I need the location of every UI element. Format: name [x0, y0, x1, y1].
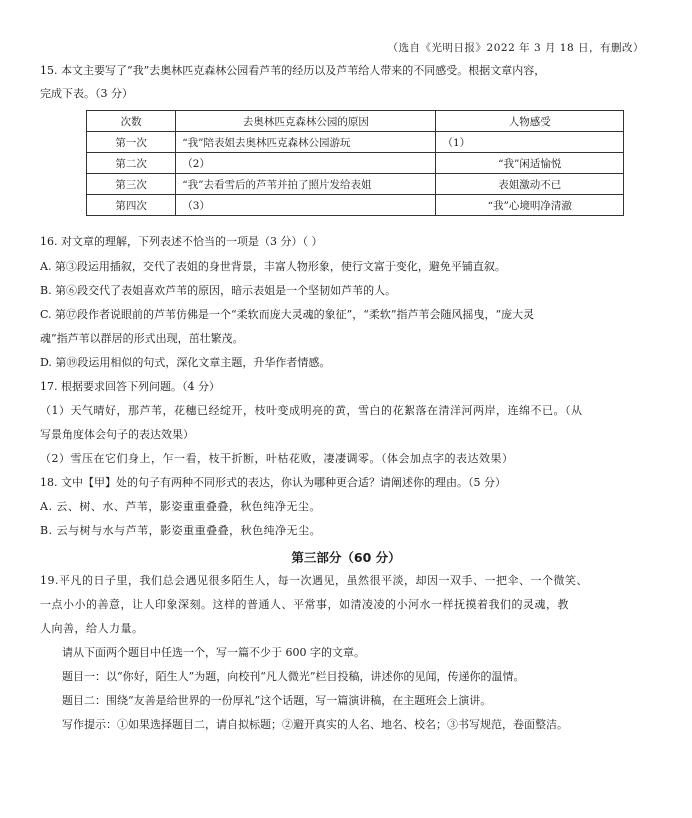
q19-prompt-line3: 人向善，给人力量。	[40, 622, 144, 635]
table-cell: “我”心境明净清澈	[436, 195, 624, 216]
table-header-row	[87, 111, 624, 132]
q19-instruction: 请从下面两个题目中任选一个，写一篇不少于 600 字的文章。	[62, 646, 365, 659]
table-cell: 第二次	[87, 153, 176, 174]
table-header: 去奥林匹克森林公园的原因	[176, 111, 436, 132]
table-row	[87, 132, 624, 153]
q19-prompt-line2: 一点小小的善意，让人印象深刻。这样的普通人、平常事，如清凌凌的小河水一样抚摸着我们的灵魂，教	[40, 598, 569, 611]
q19-prompt-line1: 19.平凡的日子里，我们总会遇见很多陌生人，每一次遇见，虽然很平淡，却因一双手、一把伞、一个微笑、	[40, 574, 588, 587]
table-row	[87, 153, 624, 174]
section-title: 第三部分（60 分）	[291, 550, 401, 565]
q18-stem: 18. 文中【甲】处的句子有两种不同形式的表达，你认为哪种更合适？请阐述你的理由。（5 分）	[40, 476, 506, 489]
q19-writing-tips: 写作提示：①如果选择题目二，请自拟标题；②避开真实的人名、地名、校名；③书写规范，卷面整洁。	[62, 718, 568, 731]
q16-option-a: A. 第③段运用插叙，交代了表姐的身世背景，丰富人物形象，使行文富于变化，避免平铺直叙。	[40, 260, 506, 273]
table-header: 次数	[87, 111, 176, 132]
table-cell: （2）	[176, 153, 436, 174]
q18-option-b: B. 云与树与水与芦苇，影姿重重叠叠，秋色纯净无尘。	[40, 524, 322, 537]
table-row	[87, 174, 624, 195]
q16-option-b: B. 第⑥段交代了表姐喜欢芦苇的原因，暗示表姐是一个坚韧如芦苇的人。	[40, 284, 397, 297]
q15-stem-line2: 完成下表。（3 分）	[40, 87, 133, 100]
q16-option-c-line2: 魂”指芦苇以群居的形式出现，茁壮繁茂。	[40, 332, 244, 345]
table-cell: “我”闲适愉悦	[436, 153, 624, 174]
q17-part2: （2）雪压在它们身上，乍一看，枝干折断，叶枯花败，凄凄调零。（体会加点字的表达效果）	[40, 452, 514, 465]
table-cell: （1）	[436, 132, 624, 153]
table-row	[87, 195, 624, 216]
table-cell: 表姐激动不已	[436, 174, 624, 195]
q19-topic1: 题目一：以“你好，陌生人”为题，向校刊“凡人微光”栏目投稿，讲述你的见闻，传递你的温情。	[62, 670, 525, 683]
q17-stem: 17. 根据要求回答下列问题。（4 分）	[40, 380, 220, 393]
table-cell: 第三次	[87, 174, 176, 195]
source-citation: （选自《光明日报》2022 年 3 月 18 日，有删改）	[387, 42, 644, 54]
q17-part1-line1: （1）天气晴好，那芦苇，花穗已经绽开，枝叶变成明亮的黄，雪白的花絮落在清洋河两岸，连绵不已。（从	[40, 404, 583, 417]
table-cell: “我”去看雪后的芦苇并拍了照片发给表姐	[176, 174, 436, 195]
q18-option-a: A. 云、树、水、芦苇，影姿重重叠叠，秋色纯净无尘。	[40, 500, 321, 513]
q16-stem: 16. 对文章的理解，下列表述不恰当的一项是（3 分）（ ）	[40, 235, 323, 248]
table-cell: 第一次	[87, 132, 176, 153]
q15-stem-line1: 15. 本文主要写了“我”去奥林匹克森林公园看芦苇的经历以及芦苇给人带来的不同感受。根据文章内容，	[40, 64, 546, 77]
q16-option-d: D. 第⑲段运用相似的句式，深化文章主题，升华作者情感。	[40, 356, 331, 369]
table-cell: （3）	[176, 195, 436, 216]
table-header: 人物感受	[436, 111, 624, 132]
q19-topic2: 题目二：围绕“友善是给世界的一份厚礼”这个话题，写一篇演讲稿，在主题班会上演讲。	[62, 694, 492, 707]
table-cell: 第四次	[87, 195, 176, 216]
q17-part1-line2: 写景角度体会句子的表达效果）	[40, 428, 194, 441]
q16-option-c-line1: C. 第⑰段作者说眼前的芦苇仿佛是一个“柔软而庞大灵魂的象征”，“柔软”指芦苇会随风摇曳，“庞大灵	[40, 308, 535, 321]
table-cell: “我”陪表姐去奥林匹克森林公园游玩	[176, 132, 436, 153]
q15-table	[86, 110, 624, 216]
